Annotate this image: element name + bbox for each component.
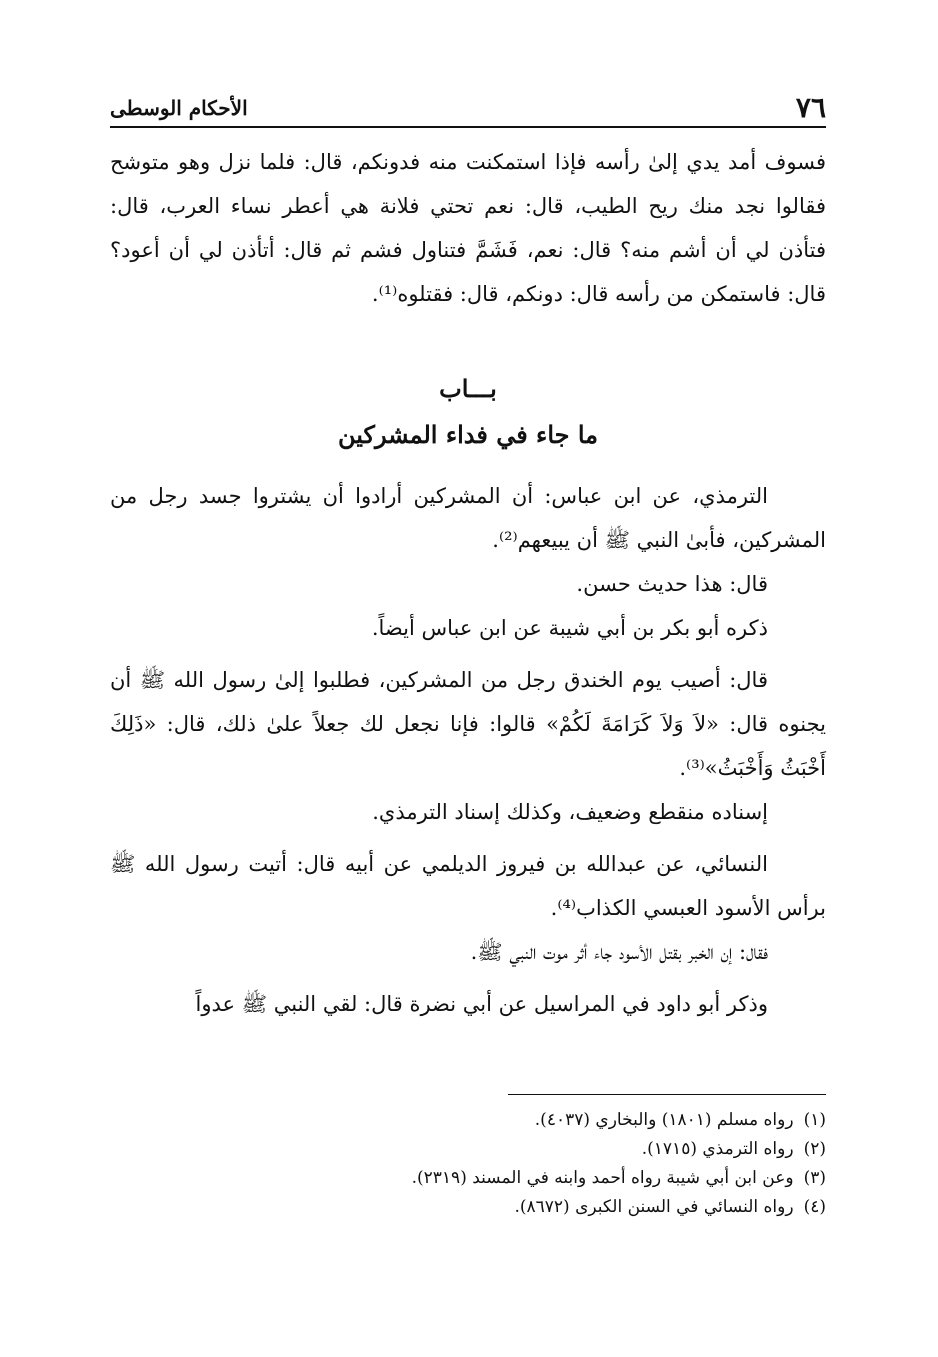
footnote-2: [110, 1135, 826, 1164]
footnote-3: [110, 1164, 826, 1193]
footnote-4: [110, 1193, 826, 1222]
footnote-text: رواه مسلم (١٨٠١) والبخاري (٤٠٣٧).: [534, 1110, 794, 1130]
paragraph-news-of-death: فقال: إن الخبر بقتل الأسود جاء أثر موت النبي ﷺ.: [470, 940, 768, 964]
footnote-number: (١): [803, 1110, 826, 1130]
footnote-number: (٣): [803, 1168, 826, 1188]
footnote-number: (٤): [803, 1197, 826, 1217]
paragraph-isnad: إسناده منقطع وضعيف، وكذلك إسناد الترمذي.: [372, 800, 768, 824]
page-header: [110, 82, 826, 128]
section-heading: [110, 366, 826, 458]
paragraph-abu-dawud: وذكر أبو داود في المراسيل عن أبي نضرة قال: لقي النبي ﷺ عدواً: [195, 992, 768, 1016]
paragraph-grading: قال: هذا حديث حسن.: [576, 572, 768, 596]
paragraph-ibn-abi-shayba: ذكره أبو بكر بن أبي شيبة عن ابن عباس أيضاً.: [371, 616, 768, 640]
paragraph-tirmidhi-hadith: الترمذي، عن ابن عباس: أن المشركين أرادوا أن يشتروا جسد رجل من المشركين، فأبىٰ النبي ﷺ أن يبيعهم⁽²⁾.: [110, 484, 826, 552]
footnote-1: [110, 1106, 826, 1135]
main-text: [110, 140, 826, 1026]
book-title: الأحكام الوسطى: [110, 96, 248, 120]
section-title: ما جاء في فداء المشركين: [338, 420, 598, 449]
paragraph-nasai-hadith: النسائي، عن عبدالله بن فيروز الديلمي عن أبيه قال: أتيت رسول الله ﷺ برأس الأسود العبسي الكذاب⁽⁴⁾.: [110, 852, 826, 920]
footnote-text: وعن ابن أبي شيبة رواه أحمد وابنه في المسند (٢٣١٩).: [411, 1168, 794, 1188]
footnote-text: رواه الترمذي (١٧١٥).: [641, 1139, 794, 1159]
page-number: ٧٦: [795, 91, 826, 124]
footnote-divider: [508, 1094, 826, 1095]
section-label: بـــاب: [439, 374, 497, 403]
opening-paragraph: فسوف أمد يدي إلىٰ رأسه فإذا استمكنت منه فدونكم، قال: فلما نزل وهو متوشح فقالوا نجد منك ريح الطيب، قال: نعم تحتي فلانة هي أعطر نساء العرب، قال: فتأذن لي أن أشم منه؟ قال: نعم، فَشَمَّ فتناول فشم ثم قال: أتأذن لي أن أعود؟ قال: فاستمكن من رأسه قال: دونكم، قال: فقتلوه⁽¹⁾.: [110, 150, 826, 306]
footnotes: [110, 1106, 826, 1222]
paragraph-khandaq: قال: أصيب يوم الخندق رجل من المشركين، فطلبوا إلىٰ رسول الله ﷺ أن يجنوه قال: «لاَ وَلاَ كَرَامَةَ لَكُمْ» قالوا: فإنا نجعل لك جعلاً علىٰ ذلك، قال: «ذَلِكَ أَخْبَثُ وَأَخْبَثُ»⁽³⁾.: [110, 668, 826, 780]
footnote-number: (٢): [803, 1139, 826, 1159]
footnote-text: رواه النسائي في السنن الكبرى (٨٦٧٢).: [514, 1197, 794, 1217]
